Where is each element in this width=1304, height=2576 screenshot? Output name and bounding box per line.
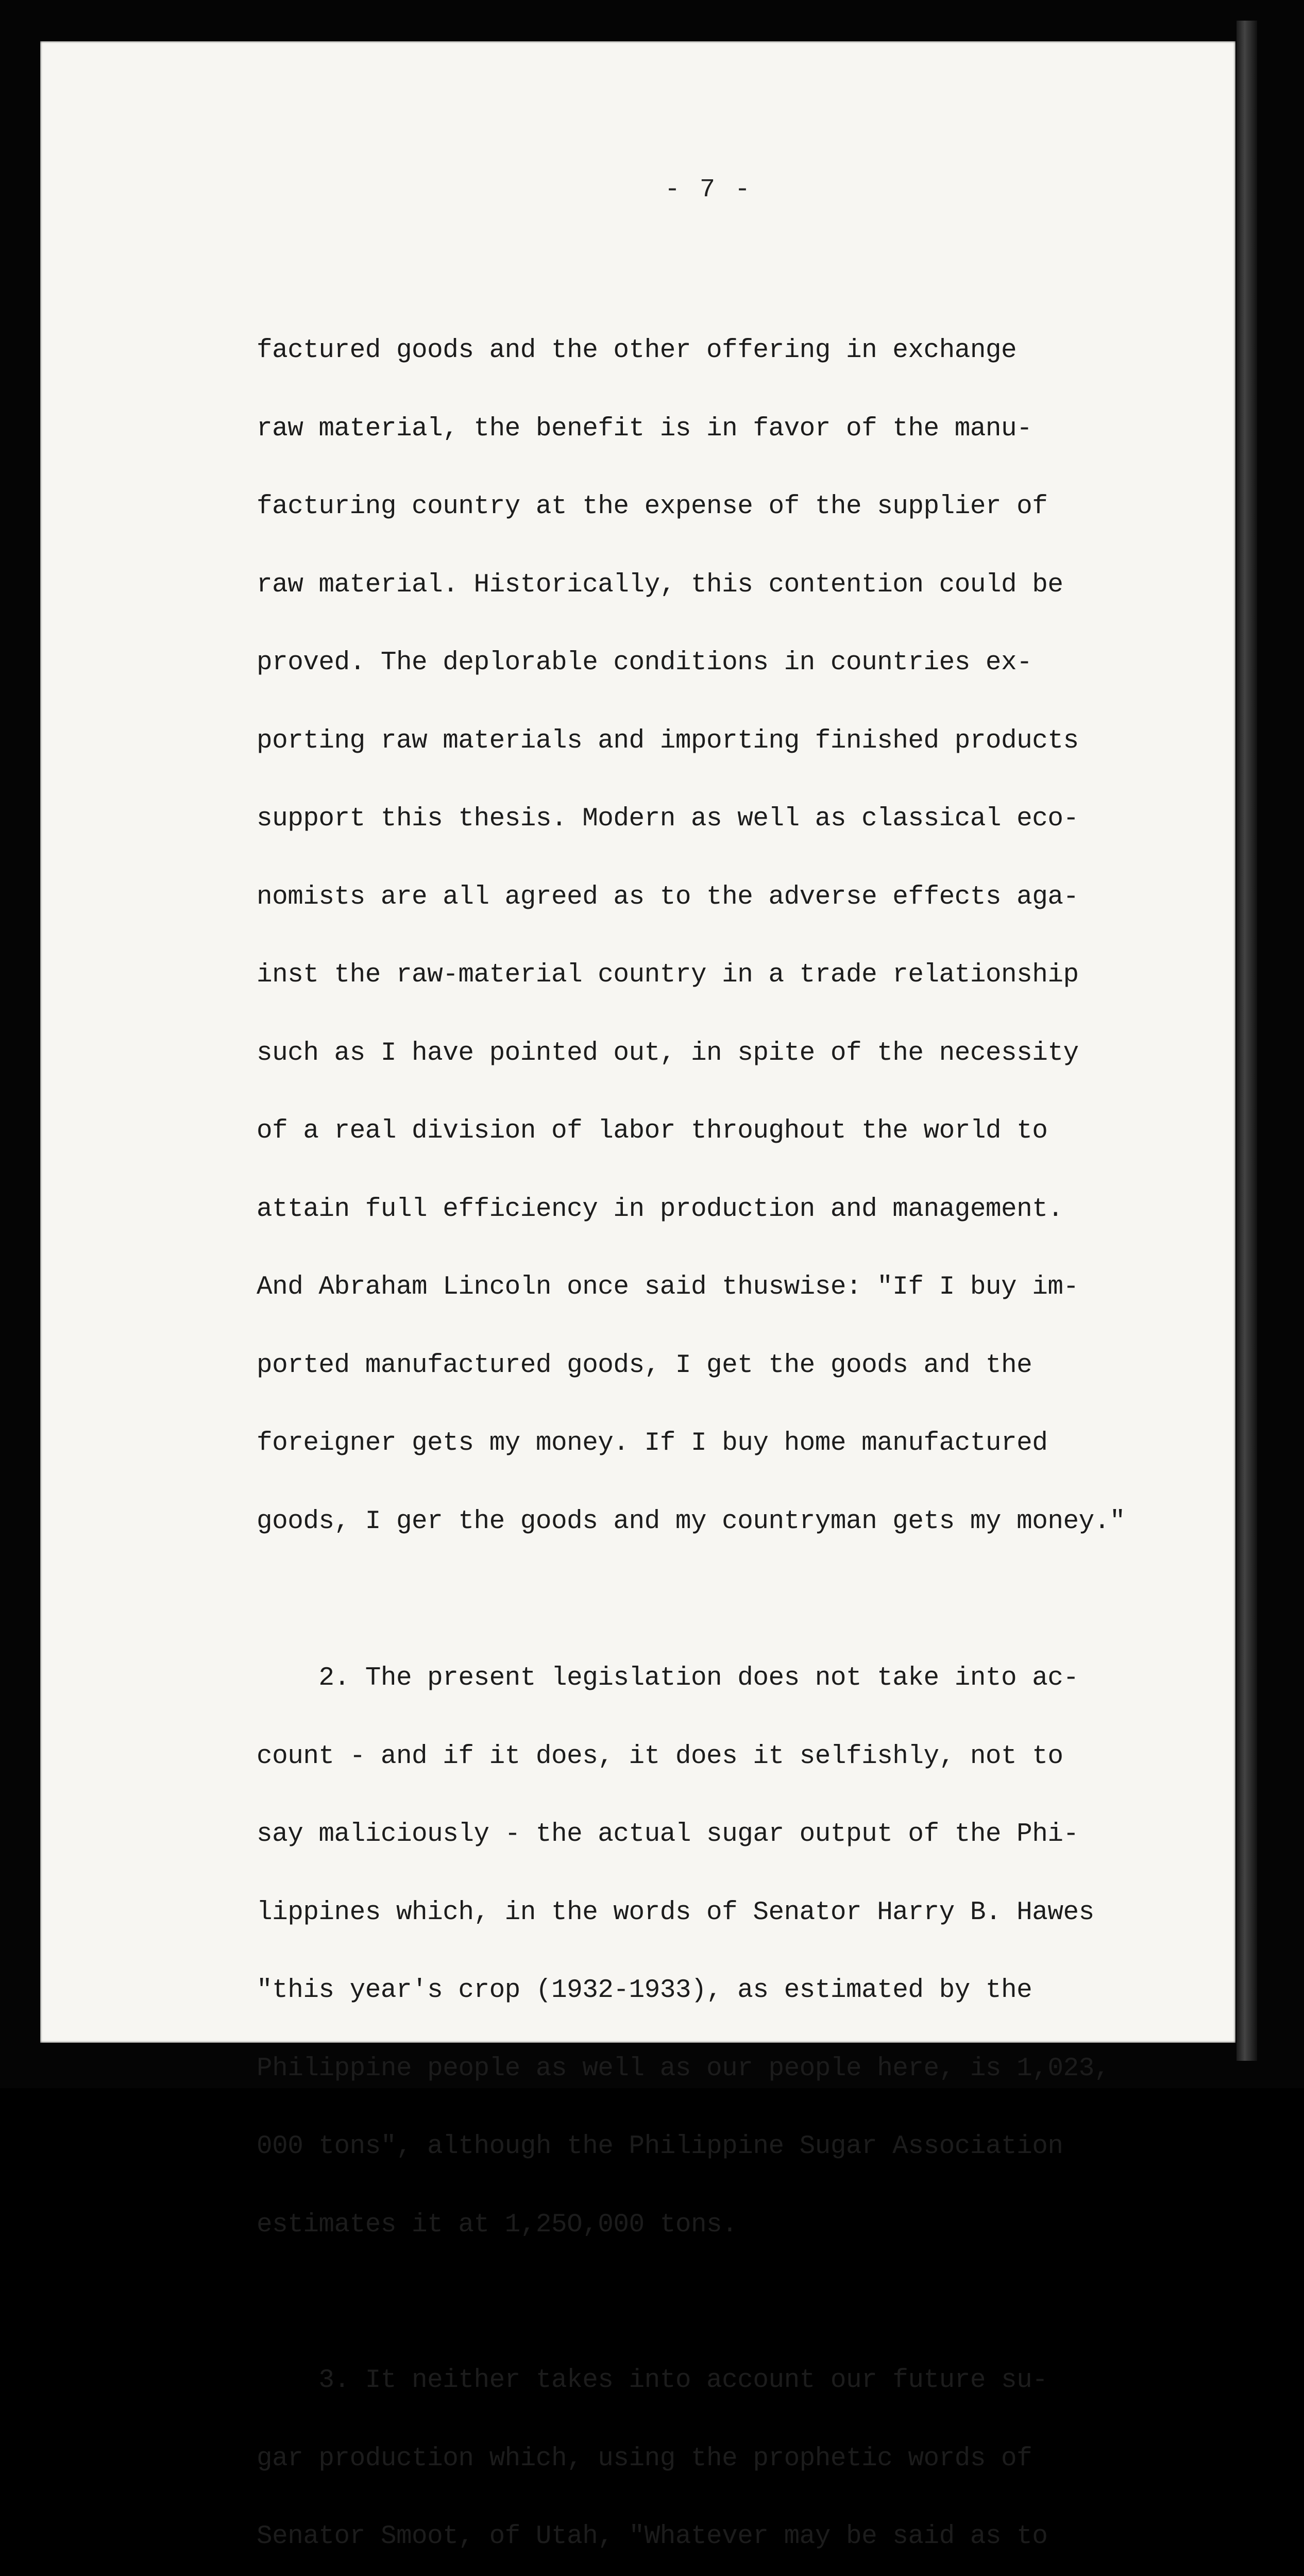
text-line: ported manufactured goods, I get the goods and the [257,1350,1032,1380]
text-line: And Abraham Lincoln once said thuswise: "If I buy im- [257,1273,1079,1302]
paragraph-2 [257,1614,1184,2290]
text-line: attain full efficiency in production and management. [257,1194,1063,1224]
text-line: nomists are all agreed as to the adverse effects aga- [257,882,1079,912]
text-line: estimates it at 1,25O,000 tons. [257,2210,738,2240]
text-line: foreigner gets my money. If I buy home manufactured [257,1429,1048,1458]
text-line: gar production which, using the prophetic words of [257,2444,1032,2473]
text-line: facturing country at the expense of the supplier of [257,492,1048,521]
text-line: such as I have pointed out, in spite of the necessity [257,1038,1079,1068]
paragraph-continuation [257,286,1184,1587]
text-line: count - and if it does, it does it selfishly, not to [257,1741,1063,1771]
text-line: Philippine people as well as our people here, is 1,023, [257,2054,1110,2083]
text-line: proved. The deplorable conditions in countries ex- [257,648,1032,677]
text-line: support this thesis. Modern as well as classical eco- [257,804,1079,834]
text-line: lippines which, in the words of Senator Harry B. Hawes [257,1897,1094,1927]
text-line: raw material. Historically, this contention could be [257,570,1063,600]
document-body [257,286,1184,2576]
text-line: Senator Smoot, of Utah, "Whatever may be said as to [257,2522,1048,2551]
text-line: of a real division of labor throughout the world to [257,1116,1048,1146]
text-line: inst the raw-material country in a trade relationship [257,960,1079,990]
text-line: porting raw materials and importing finished products [257,726,1079,756]
paragraph-3 [257,2316,1184,2576]
text-line: "this year's crop (1932-1933), as estimated by the [257,1976,1032,2005]
page-edge-shadow [1237,21,1257,2061]
text-line: goods, I ger the goods and my countryman gets my money." [257,1506,1125,1536]
text-line: 2. The present legislation does not take into ac- [257,1664,1079,1693]
text-line: 000 tons", although the Philippine Sugar Association [257,2132,1063,2161]
page-number: - 7 - [665,175,753,205]
text-line: raw material, the benefit is in favor of the manu- [257,414,1032,444]
text-line: say maliciously - the actual sugar output of the Phi- [257,1820,1079,1849]
text-line: 3. It neither takes into account our future su- [257,2366,1048,2395]
text-line: factured goods and the other offering in exchange [257,336,1017,365]
